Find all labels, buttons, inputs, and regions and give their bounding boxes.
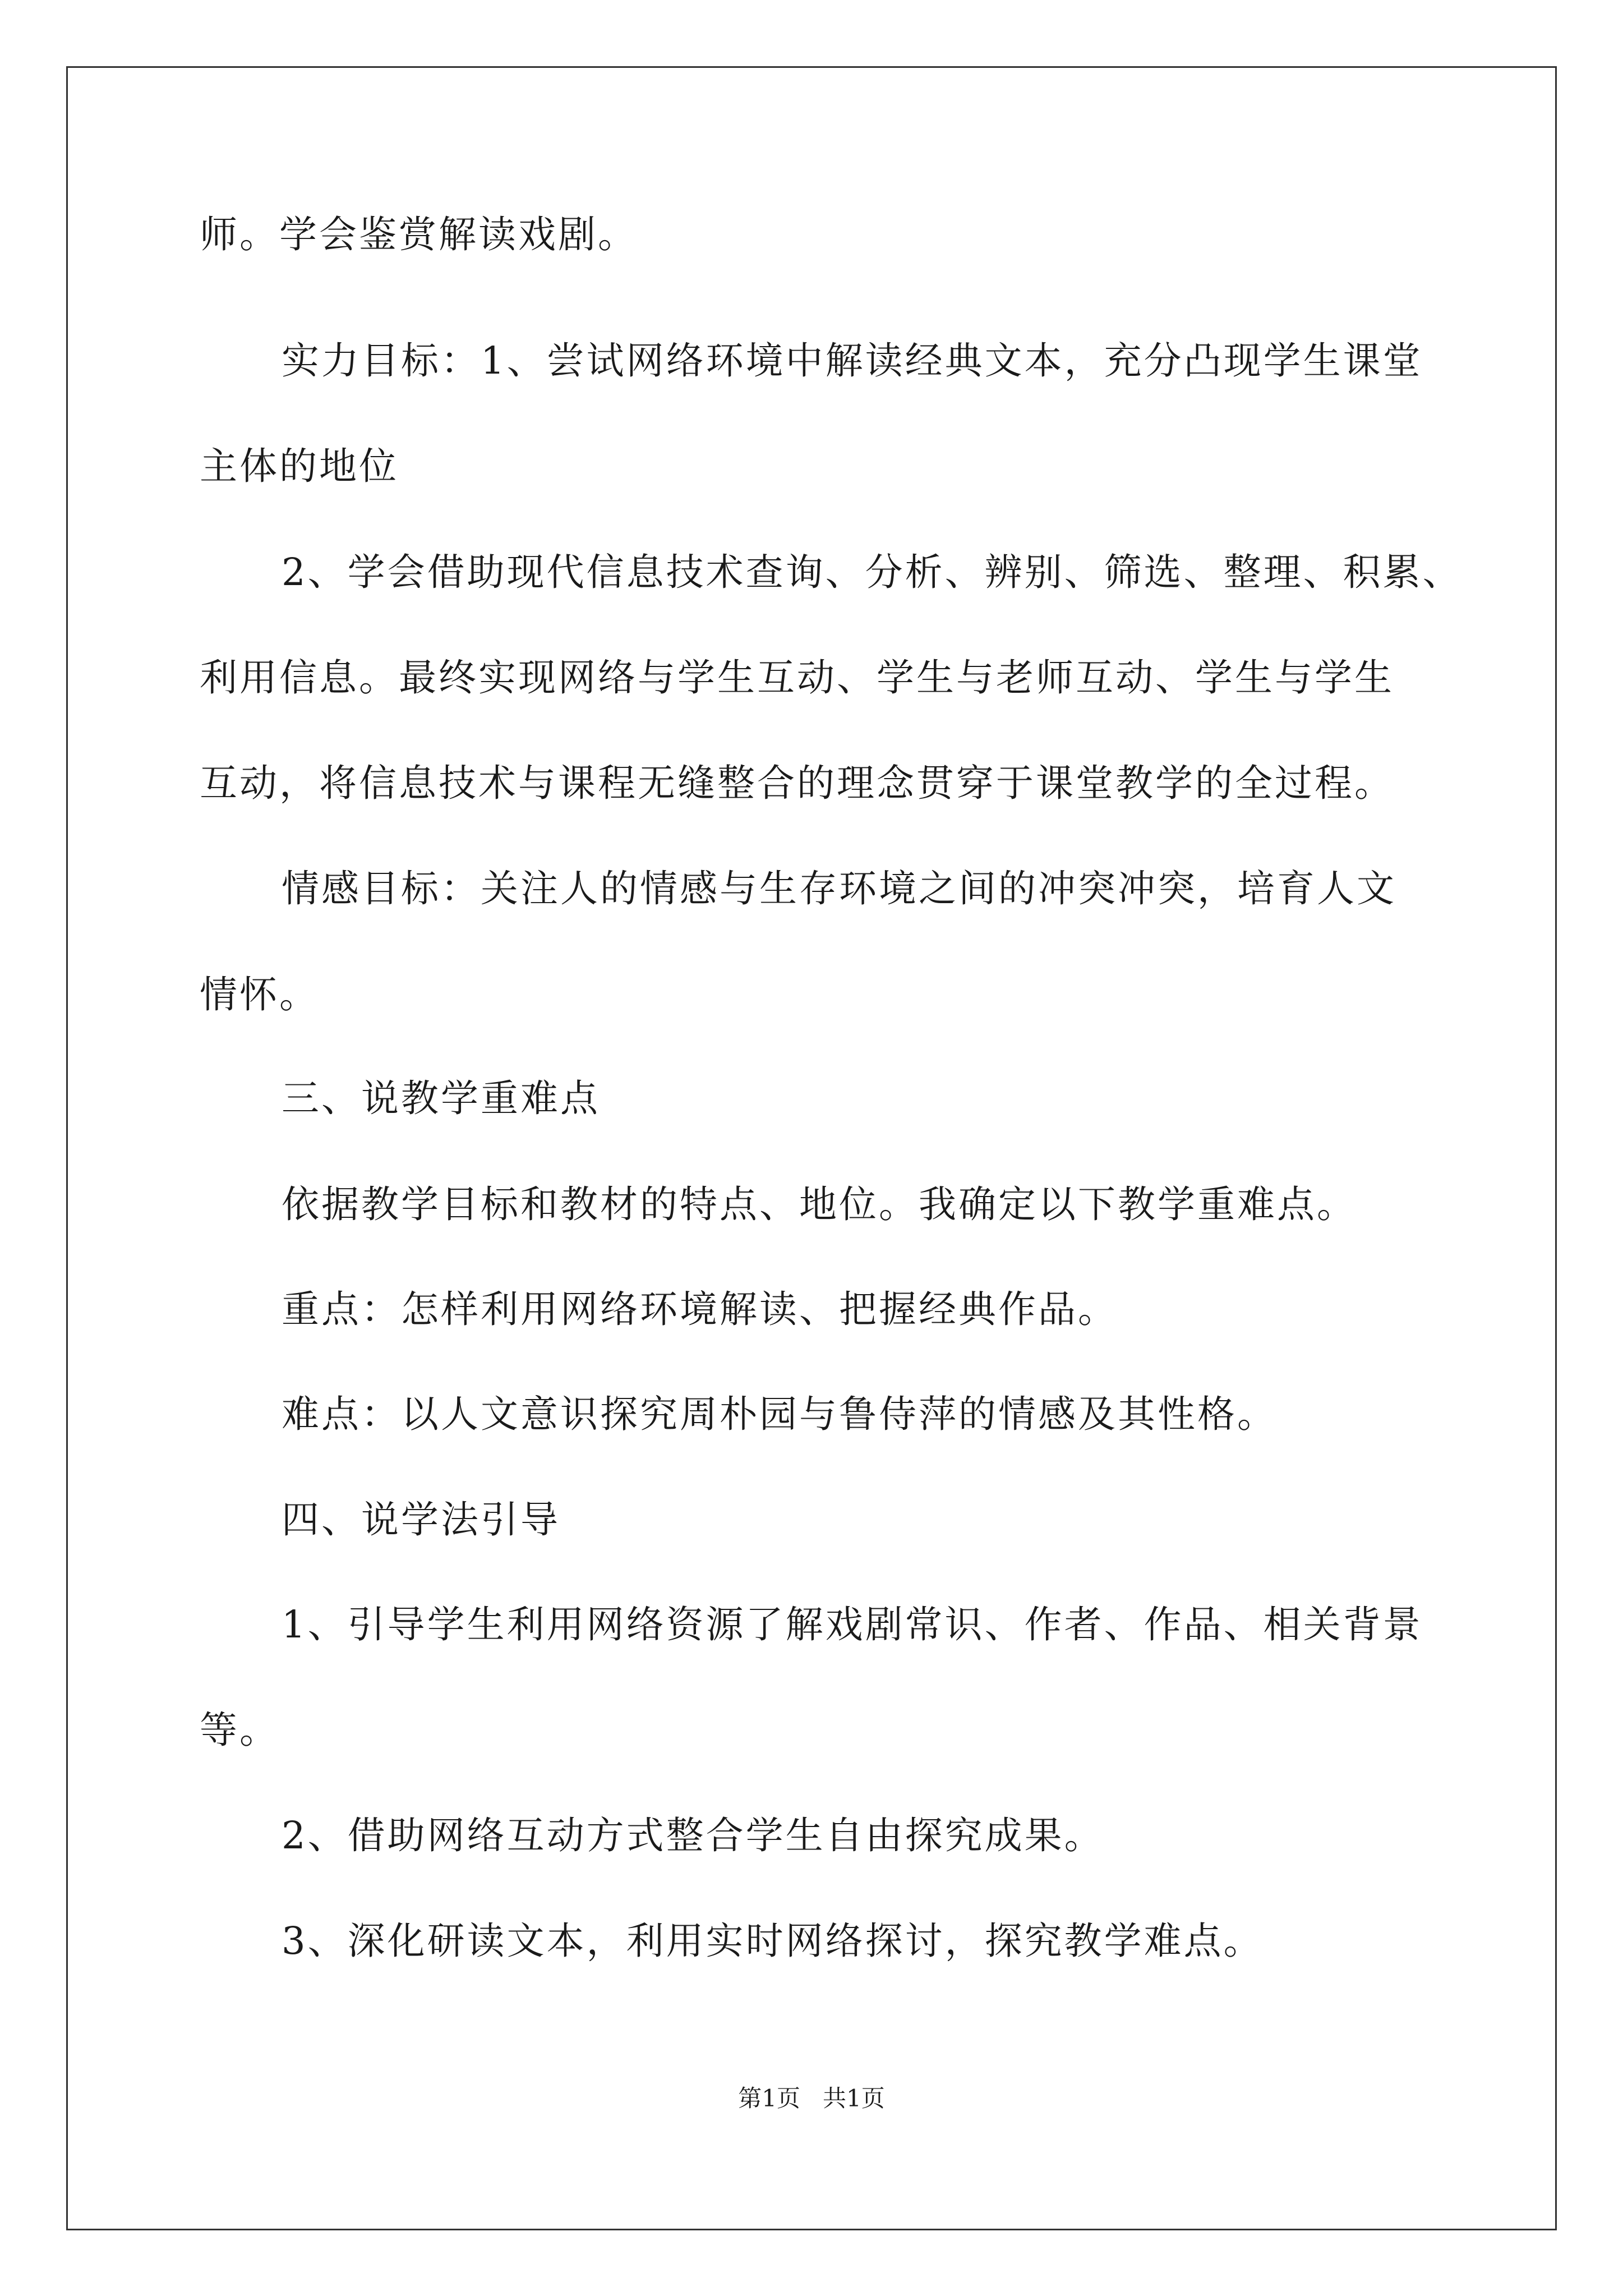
text-line: 情感目标：关注人的情感与生存环境之间的冲突冲突，培育人文 [282,867,1396,910]
section-heading: 四、说学法引导 [282,1498,560,1542]
text-line: 3、深化研读文本，利用实时网络探讨，探究教学难点。 [282,1919,1264,1963]
text-line: 情怀。 [200,973,319,1016]
section-heading: 三、说教学重难点 [282,1076,600,1120]
text-line: 2、学会借助现代信息技术查询、分析、辨别、筛选、整理、积累、 [282,550,1463,594]
text-line: 实力目标：1、尝试网络环境中解读经典文本，充分凸现学生课堂 [282,339,1423,383]
text-line: 利用信息。最终实现网络与学生互动、学生与老师互动、学生与学生 [200,656,1394,700]
text-line: 师。学会鉴赏解读戏剧。 [200,213,638,256]
text-line: 互动，将信息技术与课程无缝整合的理念贯穿于课堂教学的全过程。 [200,761,1394,805]
text-line: 重点：怎样利用网络环境解读、把握经典作品。 [282,1287,1118,1331]
text-line: 难点：以人文意识探究周朴园与鲁侍萍的情感及其性格。 [282,1392,1277,1436]
text-line: 依据教学目标和教材的特点、地位。我确定以下教学重难点。 [282,1182,1357,1226]
page-border [66,66,1557,2230]
text-line: 2、借助网络互动方式整合学生自由探究成果。 [282,1814,1104,1857]
text-line: 主体的地位 [200,444,399,488]
text-line: 1、引导学生利用网络资源了解戏剧常识、作者、作品、相关背景 [282,1603,1423,1646]
page-number: 第1页 共1页 [738,2085,885,2112]
text-line: 等。 [200,1708,279,1752]
